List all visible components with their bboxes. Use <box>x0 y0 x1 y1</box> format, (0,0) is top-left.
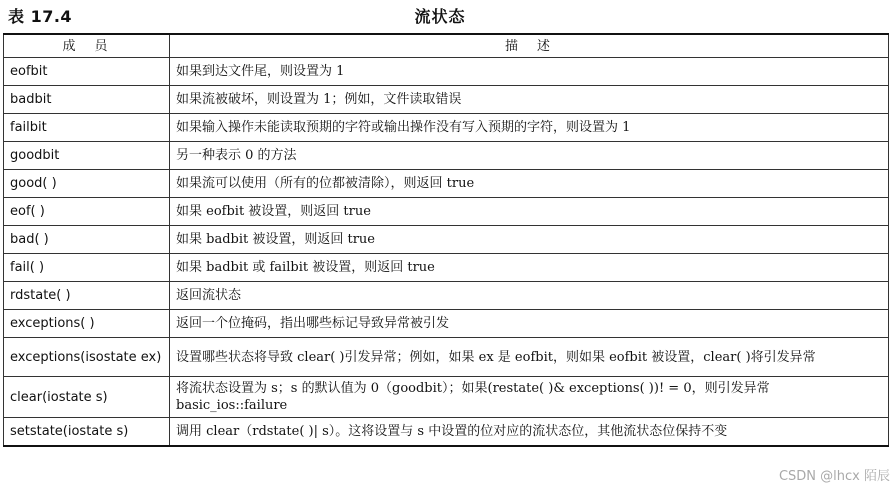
description-cell: 返回流状态 <box>170 282 889 310</box>
description-cell: 如果到达文件尾，则设置为 1 <box>170 58 889 86</box>
column-header-member: 成 员 <box>4 34 170 58</box>
member-cell: setstate(iostate s) <box>4 418 170 447</box>
description-cell: 返回一个位掩码，指出哪些标记导致异常被引发 <box>170 310 889 338</box>
table-row <box>4 198 889 226</box>
description-cell: 如果 badbit 被设置，则返回 true <box>170 226 889 254</box>
description-cell: 如果输入操作未能读取预期的字符或输出操作没有写入预期的字符，则设置为 1 <box>170 114 889 142</box>
description-cell: 如果流被破坏，则设置为 1；例如，文件读取错误 <box>170 86 889 114</box>
description-cell: 如果 badbit 或 failbit 被设置，则返回 true <box>170 254 889 282</box>
table-row <box>4 86 889 114</box>
table-row <box>4 310 889 338</box>
description-cell: 如果 eofbit 被设置，则返回 true <box>170 198 889 226</box>
table-caption <box>0 0 894 30</box>
watermark: CSDN @lhcx 陌辰 <box>778 469 890 484</box>
table-title: 流状态 <box>414 7 466 26</box>
member-cell: bad( ) <box>4 226 170 254</box>
member-cell: badbit <box>4 86 170 114</box>
description-cell: 另一种表示 0 的方法 <box>170 142 889 170</box>
table-header-row <box>4 34 889 58</box>
table-row <box>4 418 889 447</box>
table-row <box>4 114 889 142</box>
member-cell: exceptions(isostate ex) <box>4 338 170 377</box>
member-cell: goodbit <box>4 142 170 170</box>
member-cell: clear(iostate s) <box>4 377 170 418</box>
description-cell: 将流状态设置为 s；s 的默认值为 0（goodbit）；如果(restate( )& exceptions( ))! = 0，则引发异常 basic_ios::failure <box>170 377 889 418</box>
member-cell: fail( ) <box>4 254 170 282</box>
member-cell: good( ) <box>4 170 170 198</box>
member-cell: failbit <box>4 114 170 142</box>
stream-state-table <box>3 33 889 447</box>
table-row <box>4 226 889 254</box>
table-row <box>4 282 889 310</box>
table-row <box>4 170 889 198</box>
table-row <box>4 377 889 418</box>
table-number: 表 17.4 <box>8 7 73 26</box>
member-cell: rdstate( ) <box>4 282 170 310</box>
column-header-description: 描 述 <box>170 34 889 58</box>
description-cell: 如果流可以使用（所有的位都被清除），则返回 true <box>170 170 889 198</box>
table-row <box>4 142 889 170</box>
description-cell: 设置哪些状态将导致 clear( )引发异常；例如，如果 ex 是 eofbit，则如果 eofbit 被设置，clear( )将引发异常 <box>170 338 889 377</box>
table-row <box>4 338 889 377</box>
member-cell: eofbit <box>4 58 170 86</box>
description-cell: 调用 clear（rdstate( )| s）。这将设置与 s 中设置的位对应的流状态位，其他流状态位保持不变 <box>170 418 889 447</box>
table-row <box>4 58 889 86</box>
member-cell: exceptions( ) <box>4 310 170 338</box>
table-row <box>4 254 889 282</box>
member-cell: eof( ) <box>4 198 170 226</box>
